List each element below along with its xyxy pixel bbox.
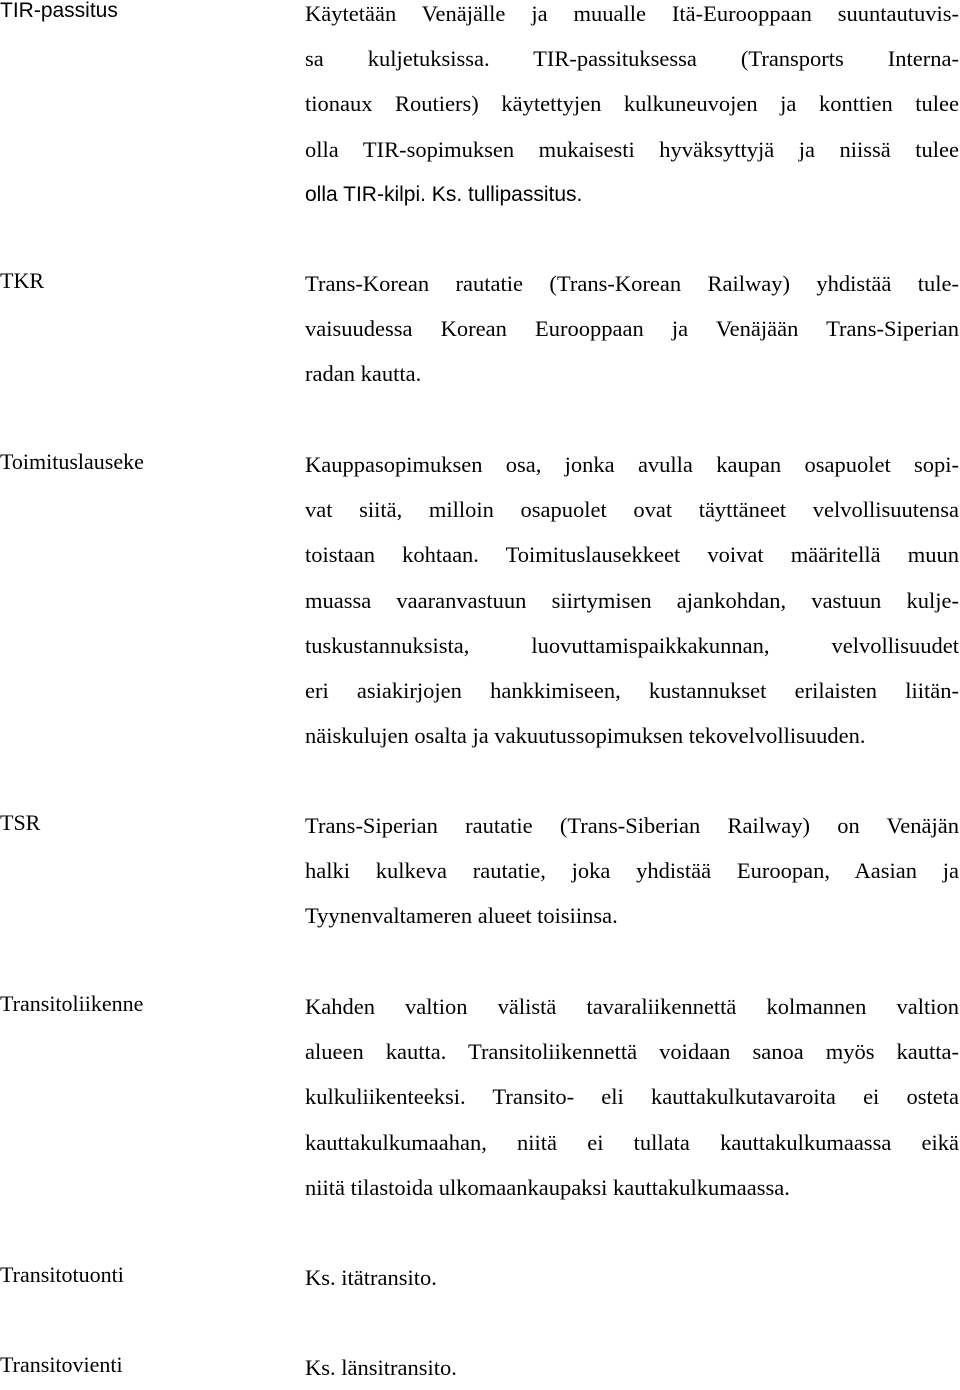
- definition-line: toistaan kohtaan. Toimituslausekkeet voivat määritellä muun: [305, 542, 959, 568]
- definition-line: radan kautta.: [305, 361, 422, 387]
- glossary-term: TSR: [0, 810, 41, 835]
- definition-line: Käytetään Venäjälle ja muualle Itä-Eurooppaan suuntautuvis-: [305, 1, 959, 26]
- glossary-term: TKR: [0, 268, 44, 293]
- definition-line: vaisuudessa Korean Eurooppaan ja Venäjään Trans-Siperian: [305, 316, 959, 342]
- definition-line: Trans-Siperian rautatie (Trans-Siberian Railway) on Venäjän: [305, 813, 959, 838]
- definition-line: halki kulkeva rautatie, joka yhdistää Euroopan, Aasian ja: [305, 858, 959, 884]
- glossary-definition: [305, 1345, 959, 1390]
- glossary-term: Toimituslauseke: [0, 449, 144, 474]
- definition-line: tionaux Routiers) käytettyjen kulkuneuvojen ja konttien tulee: [305, 91, 959, 117]
- glossary-definition: [305, 984, 959, 1210]
- glossary-definition: [305, 1255, 959, 1300]
- definition-line: Ks. itätransito.: [305, 1265, 437, 1290]
- definition-line: eri asiakirjojen hankkimiseen, kustannukset erilaisten liitän-: [305, 678, 959, 704]
- definition-line: muassa vaaranvastuun siirtymisen ajankohdan, vastuun kulje-: [305, 587, 959, 613]
- glossary-definition: [305, 0, 959, 217]
- definition-line: Ks. länsitransito.: [305, 1355, 457, 1380]
- definition-line: Tyynenvaltameren alueet toisiinsa.: [305, 903, 618, 929]
- definition-line: sa kuljetuksissa. TIR-passituksessa (Transports Interna-: [305, 46, 959, 72]
- glossary-definition: [305, 803, 959, 939]
- glossary-term: Transitoliikenne: [0, 991, 144, 1016]
- definition-line: niitä tilastoida ulkomaankaupaksi kauttakulkumaassa.: [305, 1174, 790, 1200]
- definition-line: olla TIR-sopimuksen mukaisesti hyväksyttyjä ja niissä tulee: [305, 136, 959, 162]
- definition-line: Kahden valtion välistä tavaraliikennettä kolmannen valtion: [305, 994, 959, 1019]
- definition-line: olla TIR-kilpi. Ks. tullipassitus.: [305, 182, 583, 206]
- definition-line: Trans-Korean rautatie (Trans-Korean Railway) yhdistää tule-: [305, 271, 959, 296]
- glossary-term: Transitovienti: [0, 1352, 123, 1377]
- definition-line: alueen kautta. Transitoliikennettä voidaan sanoa myös kautta-: [305, 1039, 959, 1065]
- glossary-definition: [305, 261, 959, 397]
- definition-line: kauttakulkumaahan, niitä ei tullata kauttakulkumaassa eikä: [305, 1129, 959, 1155]
- definition-line: Kauppasopimuksen osa, jonka avulla kaupan osapuolet sopi-: [305, 452, 959, 477]
- glossary-definition: [305, 442, 959, 758]
- definition-line: näiskulujen osalta ja vakuutussopimuksen tekovelvollisuuden.: [305, 723, 866, 749]
- glossary-term: Transitotuonti: [0, 1262, 124, 1287]
- definition-line: tuskustannuksista, luovuttamispaikkakunnan, velvollisuudet: [305, 632, 959, 658]
- glossary-term: TIR-passitus: [0, 0, 118, 22]
- definition-line: vat siitä, milloin osapuolet ovat täyttäneet velvollisuutensa: [305, 497, 959, 523]
- definition-line: kulkuliikenteeksi. Transito- eli kauttakulkutavaroita ei osteta: [305, 1084, 959, 1110]
